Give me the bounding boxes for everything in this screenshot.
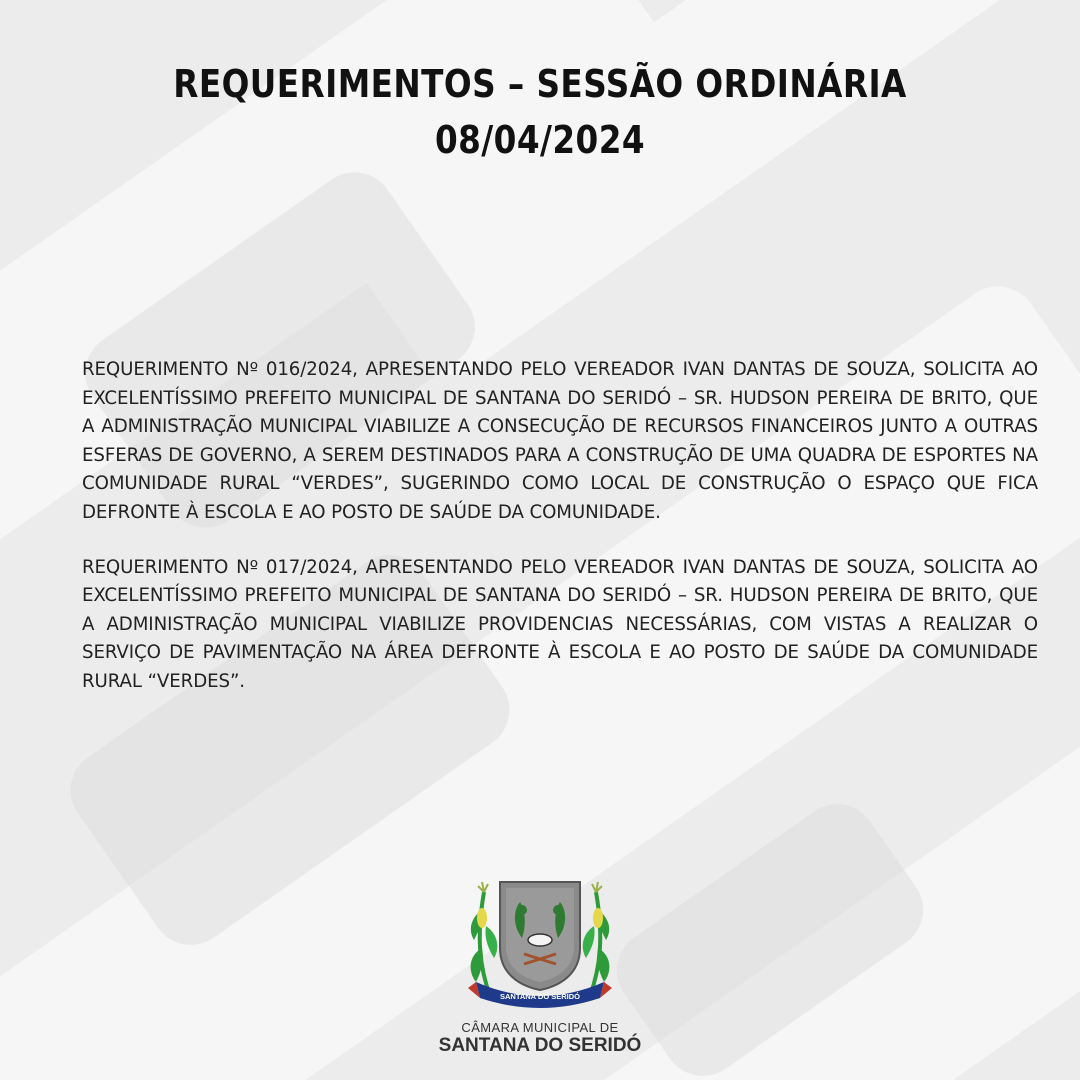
footer [0,1020,1080,1057]
footer-line-1: CÂMARA MUNICIPAL DE [461,1020,619,1035]
requerimentos-list [82,356,1038,723]
coat-of-arms-icon [462,878,618,1012]
page-title [76,56,1005,168]
title-line-1: REQUERIMENTOS – SESSÃO ORDINÁRIA [173,62,907,106]
left-corn-plant [471,882,498,996]
requerimento-017: REQUERIMENTO Nº 017/2024, APRESENTANDO PELO VEREADOR IVAN DANTAS DE SOUZA, SOLICITA AO EXCELENTÍSSIMO PREFEITO MUNICIPAL DE SANTANA DO SERIDÓ – SR. HUDSON PEREIRA DE BRITO, QUE A ADMINISTRAÇÃO MUNICIPAL VIABILIZE PROVIDENCIAS NECESSÁRIAS, COM VISTAS A REALIZAR O SERVIÇO DE PAVIMENTAÇÃO NA ÁREA DEFRONTE À ESCOLA E AO POSTO DE SAÚDE DA COMUNIDADE RURAL “VERDES”. [82,556,1038,692]
ribbon-text: SANTANA DO SERIDÓ [499,992,581,1001]
right-corn-plant [583,882,610,996]
title-date: 08/04/2024 [434,118,646,162]
requerimento-016: REQUERIMENTO Nº 016/2024, APRESENTANDO PELO VEREADOR IVAN DANTAS DE SOUZA, SOLICITA AO EXCELENTÍSSIMO PREFEITO MUNICIPAL DE SANTANA DO SERIDÓ – SR. HUDSON PEREIRA DE BRITO, QUE A ADMINISTRAÇÃO MUNICIPAL VIABILIZE A CONSECUÇÃO DE RECURSOS FINANCEIROS JUNTO A OUTRAS ESFERAS DE GOVERNO, A SEREM DESTINADOS PARA A CONSTRUÇÃO DE UMA QUADRA DE ESPORTES NA COMUNIDADE RURAL “VERDES”, SUGERINDO COMO LOCAL DE CONSTRUÇÃO O ESPAÇO QUE FICA DEFRONTE À ESCOLA E AO POSTO DE SAÚDE DA COMUNIDADE. [82,359,1038,523]
footer-line-2: SANTANA DO SERIDÓ [438,1035,642,1056]
